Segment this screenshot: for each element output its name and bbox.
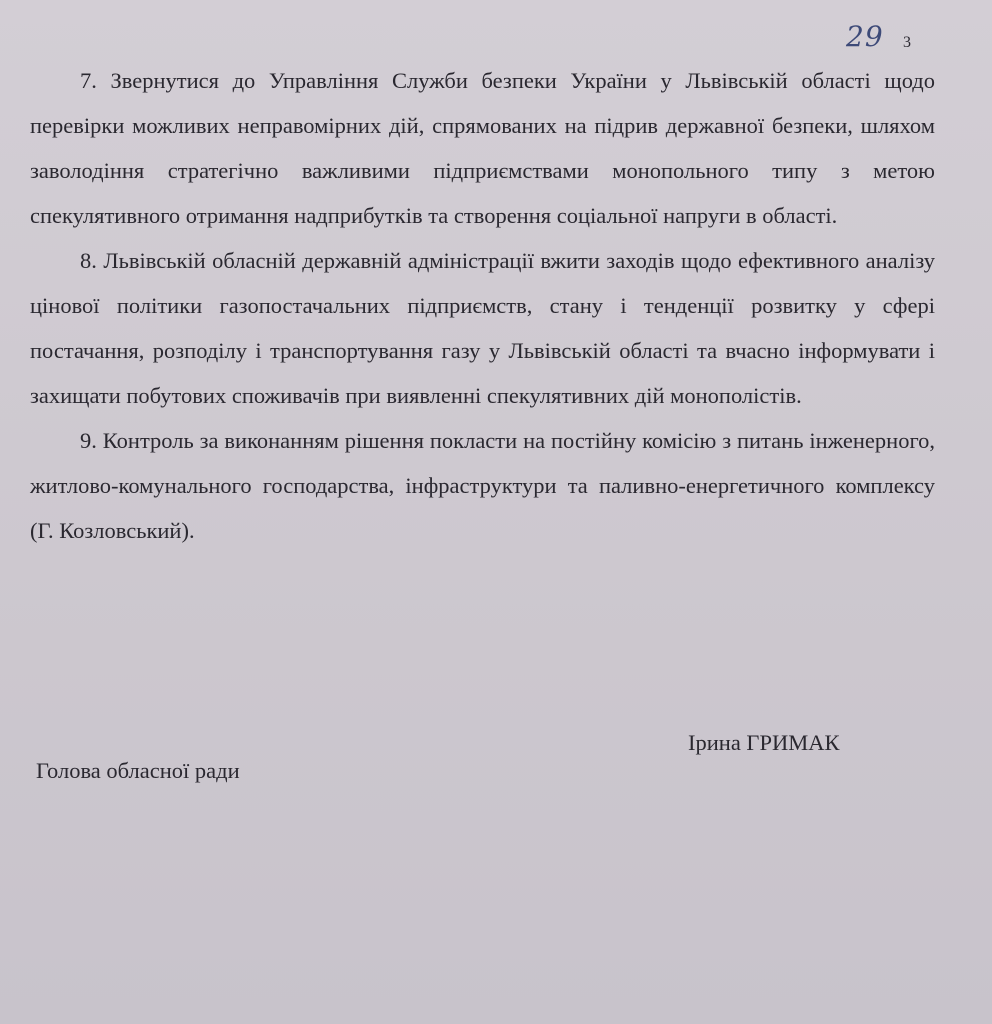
- handwritten-sheet-number: 29: [846, 20, 884, 53]
- paragraph-7: 7. Звернутися до Управління Служби безпеки України у Львівській області щодо перевірки можливих неправомірних дій, спрямованих на підрив державної безпеки, шляхом заволодіння стратегічно важливими підприємствами монопольного типу з метою спекулятивного отримання надприбутків та створення соціальної напруги в області.: [30, 68, 935, 228]
- decision-body: [30, 58, 935, 553]
- signatory-title: Голова обласної ради: [36, 758, 240, 783]
- page-number: 3: [903, 34, 911, 51]
- signatory-name: Ірина ГРИМАК: [688, 730, 840, 755]
- signature-block: [36, 730, 936, 800]
- paragraph-8: 8. Львівській обласній державній адміністрації вжити заходів щодо ефективного аналізу цінової політики газопостачальних підприємств, стану і тенденції розвитку у сфері постачання, розподілу і транспортування газу у Львівській області та вчасно інформувати і захищати побутових споживачів при виявленні спекулятивних дій монополістів.: [30, 248, 935, 408]
- paragraph-9: 9. Контроль за виконанням рішення покласти на постійну комісію з питань інженерного, житлово-комунального господарства, інфраструктури та паливно-енергетичного комплексу (Г. Козловський).: [30, 428, 935, 543]
